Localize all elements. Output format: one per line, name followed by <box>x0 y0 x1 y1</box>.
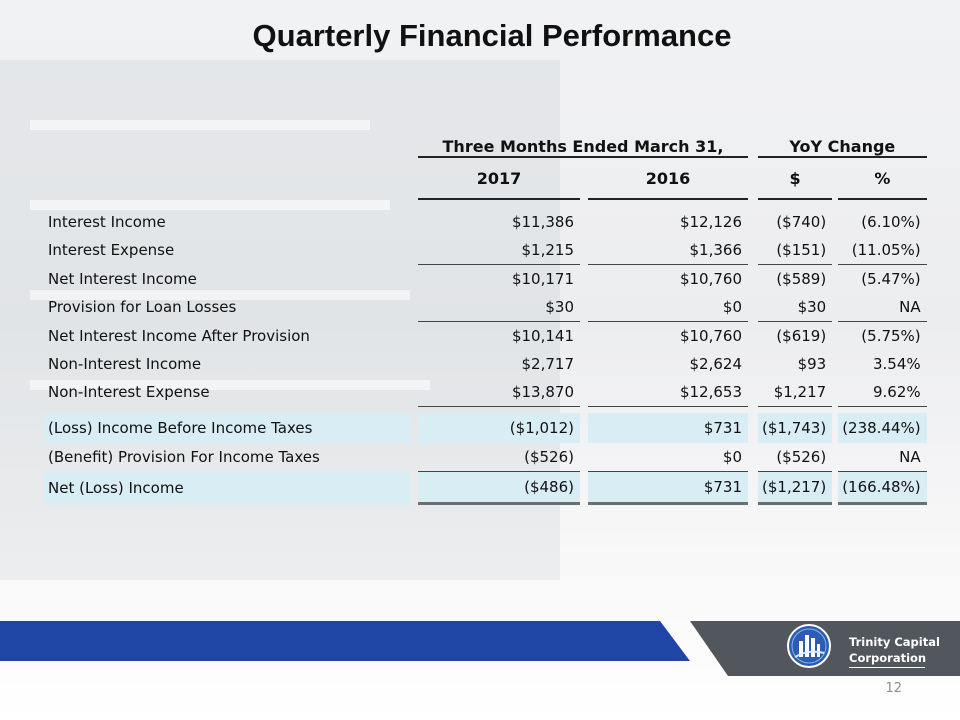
cell-dollar-change: $1,217 <box>773 383 827 401</box>
cell-2016: $731 <box>588 413 748 443</box>
row-label: Net Interest Income <box>48 269 197 288</box>
cell-2016: $1,366 <box>689 241 742 259</box>
cell-percent-change: (166.48%) <box>838 471 926 505</box>
cell-2017: ($1,012) <box>418 413 580 443</box>
footer-navy-bar <box>0 621 690 661</box>
cell-2017: $10,141 <box>418 321 580 350</box>
table-row <box>44 350 927 378</box>
table-row-highlighted <box>44 471 927 505</box>
cell-percent-change: 9.62% <box>873 383 921 401</box>
cell-2017: ($486) <box>418 471 580 505</box>
page-number: 12 <box>885 681 902 696</box>
row-label: Net Interest Income After Provision <box>48 326 310 345</box>
row-label: Net (Loss) Income <box>44 471 410 505</box>
col-header-dollar-change: $ <box>758 158 832 200</box>
cell-percent-change: (5.47%) <box>838 264 926 293</box>
table-row <box>44 236 927 264</box>
yoy-group-header: YoY Change <box>758 128 927 158</box>
cell-percent-change: (5.75%) <box>838 321 926 350</box>
cell-dollar-change: ($589) <box>758 264 832 293</box>
col-header-percent-change: % <box>838 158 926 200</box>
cell-percent-change: 3.54% <box>873 355 921 373</box>
cell-2017: $13,870 <box>511 383 574 401</box>
cell-2016: $10,760 <box>588 321 748 350</box>
row-label: Interest Income <box>48 213 166 231</box>
cell-2016: $0 <box>722 448 742 466</box>
row-label: Non-Interest Expense <box>48 383 210 401</box>
cell-dollar-change: ($526) <box>776 448 827 466</box>
cell-2017: $1,215 <box>521 241 574 259</box>
row-label: Interest Expense <box>48 241 175 259</box>
col-header-2017: 2017 <box>418 158 580 200</box>
table-row-highlighted <box>44 413 927 443</box>
company-name-line1: Trinity Capital <box>849 635 940 649</box>
cell-2017: ($526) <box>524 448 574 466</box>
row-label: Non-Interest Income <box>48 355 202 373</box>
cell-2016: $2,624 <box>689 355 742 373</box>
group-header-row <box>44 128 927 158</box>
building-logo-icon <box>786 623 832 669</box>
cell-percent-change: (11.05%) <box>851 241 921 259</box>
cell-dollar-change: ($740) <box>776 213 827 231</box>
table-row <box>44 378 927 406</box>
table-row <box>44 208 927 236</box>
cell-dollar-change: ($1,217) <box>758 471 832 505</box>
cell-2016: $10,760 <box>588 264 748 293</box>
table-row <box>44 443 927 471</box>
company-logo-text <box>849 634 940 668</box>
col-header-2016: 2016 <box>588 158 748 200</box>
row-label: Provision for Loan Losses <box>48 298 237 316</box>
financial-table <box>44 128 927 505</box>
table-row <box>44 293 927 321</box>
cell-2016: $731 <box>588 471 748 505</box>
table-row <box>44 321 927 350</box>
period-group-header: Three Months Ended March 31, <box>418 128 748 158</box>
cell-2017: $30 <box>545 298 574 316</box>
company-name-line2: Corporation <box>849 650 925 668</box>
cell-2017: $11,386 <box>511 213 574 231</box>
cell-dollar-change: ($619) <box>758 321 832 350</box>
cell-dollar-change: ($151) <box>776 241 827 259</box>
column-header-row <box>44 158 927 200</box>
cell-2017: $10,171 <box>418 264 580 293</box>
cell-dollar-change: $30 <box>797 298 827 316</box>
cell-percent-change: (238.44%) <box>838 413 926 443</box>
cell-2017: $2,717 <box>521 355 574 373</box>
cell-2016: $12,126 <box>679 213 742 231</box>
cell-2016: $0 <box>722 298 742 316</box>
cell-dollar-change: ($1,743) <box>758 413 832 443</box>
cell-percent-change: NA <box>899 448 921 466</box>
slide-title: Quarterly Financial Performance <box>252 18 732 53</box>
table-row <box>44 264 927 293</box>
cell-percent-change: NA <box>899 298 921 316</box>
row-label: (Benefit) Provision For Income Taxes <box>48 448 320 466</box>
cell-percent-change: (6.10%) <box>861 213 921 231</box>
cell-2016: $12,653 <box>679 383 742 401</box>
row-label: (Loss) Income Before Income Taxes <box>44 413 410 443</box>
cell-dollar-change: $93 <box>797 355 827 373</box>
